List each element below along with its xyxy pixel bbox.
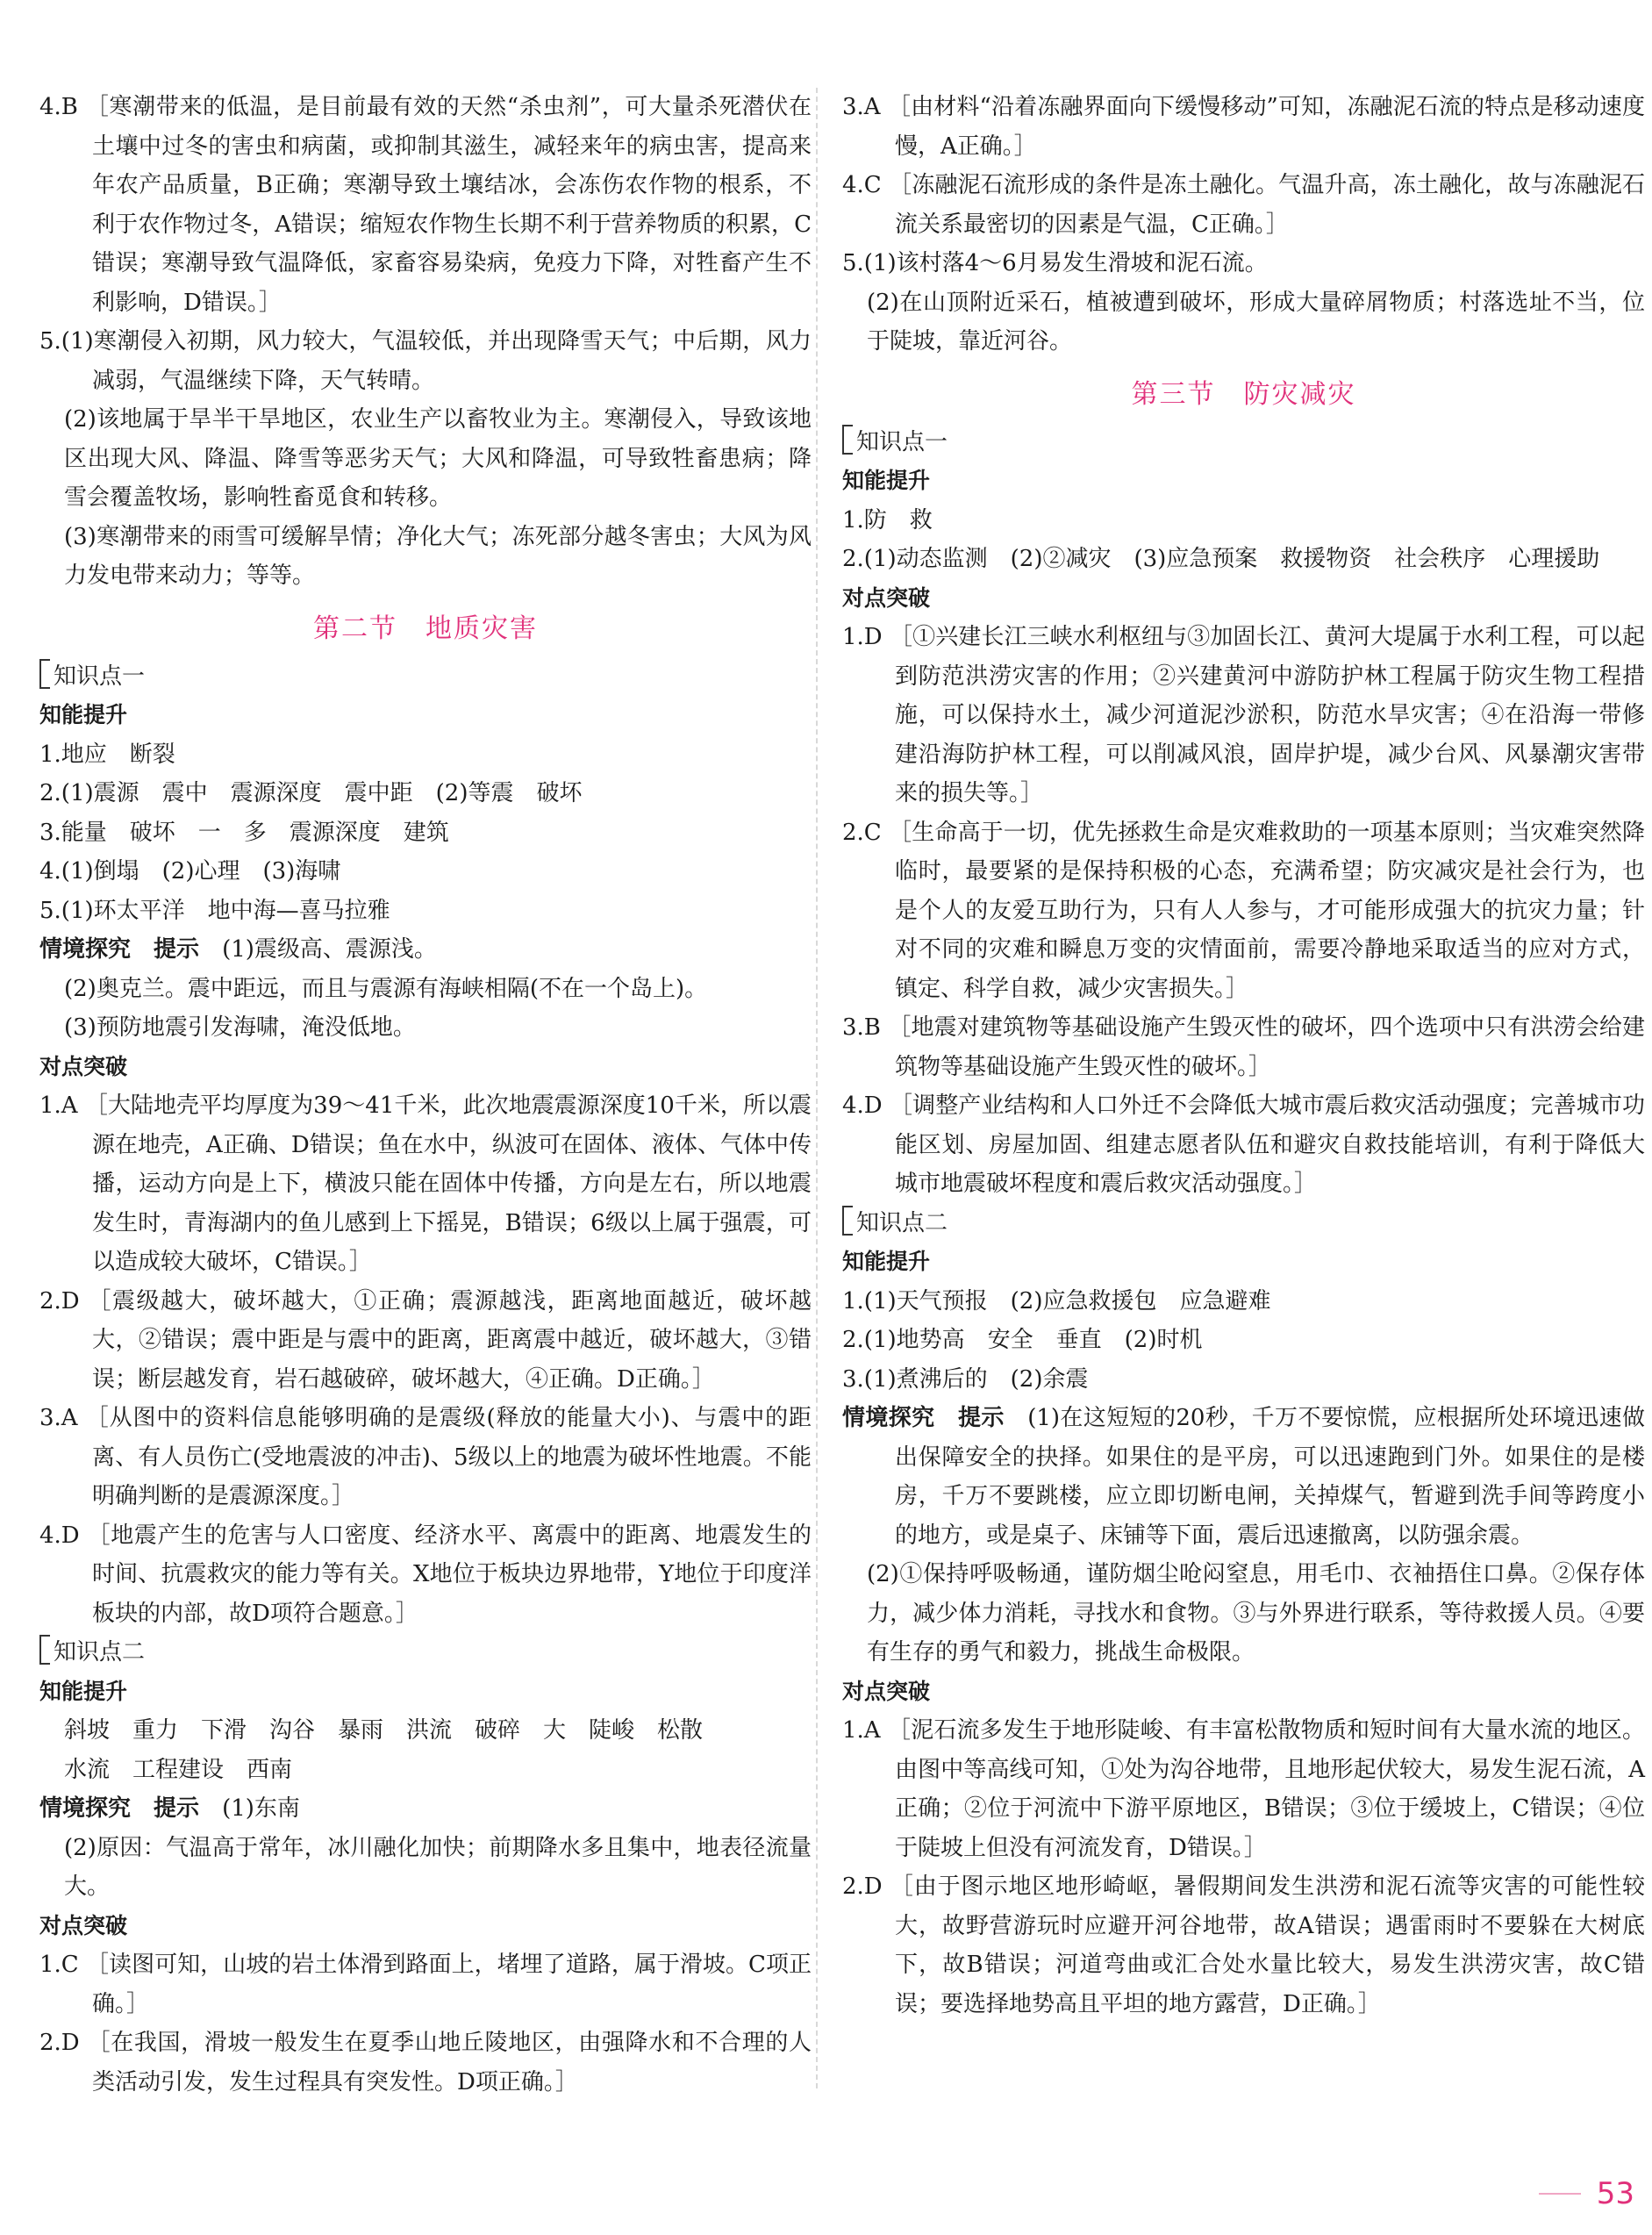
answer-5-1: 5.(1)寒潮侵入初期，风力较大，气温较低，并出现降雪天气；中后期，风力减弱，气温继续下降，天气转晴。	[39, 328, 812, 394]
skill-heading: 知能提升	[39, 702, 128, 727]
explore-line-2: (2)奥克兰。震中距远，而且与震源有海峡相隔(不在一个岛上)。	[64, 975, 708, 1002]
breakthrough-2: 2.D ［震级越大，破坏越大，①正确；震源越浅，距离地面越近，破坏越大，②错误；震中距是与震中的距离，距离震中越近，破坏越大，③错误；断层越发育，岩石越破碎，破坏越大，④正确。D正确。］	[39, 1287, 812, 1393]
section-title-disaster-prevention: 第三节 防灾减灾	[1131, 378, 1356, 410]
explore-line-5: (2)原因：气温高于常年，冰川融化加快；前期降水多且集中，地表径流量大。	[64, 1834, 812, 1900]
breakthrough-5: 1.C ［读图可知，山坡的岩土体滑到路面上，堵埋了道路，属于滑坡。C项正确。］	[39, 1952, 812, 2017]
breakthrough-heading-r: 对点突破	[842, 584, 931, 611]
answer-4b: 4.B ［寒潮带来的低温，是目前最有效的天然“杀虫剂”，可大量杀死潜伏在土壤中过冬的害虫和病菌，或抑制其滋生，减轻来年的病虫害，提高来年农产品质量，B正确；寒潮导致土壤结冰，会冻伤农作物的根系，不利于农作物过冬，A错误；缩短农作物生长期不利于营养物质的积累，C错误；寒潮导致气温降低，家畜容易染病，免疫力下降，对牲畜产生不利影响，D错误。］	[39, 94, 812, 316]
skill-words-2: 水流 工程建设 西南	[64, 1756, 293, 1783]
skill-heading-2: 知能提升	[39, 1678, 128, 1704]
left-column	[39, 88, 812, 2102]
column-divider	[816, 88, 818, 2088]
knowledge-point-2-r: 知识点二	[842, 1204, 1645, 1243]
explore-line-r1: 情境探究 提示 (1)在这短短的20秒，千万不要惊慌，应根据所处环境迅速做出保障安全的抉择。如果住的是平房，可以迅速跑到门外。如果住的是楼房，千万不要跳楼，应立即切断电闸，关掉煤气，暂避到洗手间等跨度小的地方，或是桌子、床铺等下面，震后迅速撤离，以防强余震。	[842, 1405, 1645, 1549]
answer-5-2: (2)该地属于旱半干旱地区，农业生产以畜牧业为主。寒潮侵入，导致该地区出现大风、降温、降雪等恶劣天气；大风和降温，可导致牲畜患病；降雪会覆盖牧场，影响牲畜觅食和转移。	[64, 406, 812, 511]
page-number: 53	[1596, 2176, 1634, 2211]
skill-line-r4: 2.(1)地势高 安全 垂直 (2)时机	[842, 1327, 1203, 1353]
answer-5-village-2: (2)在山顶附近采石，植被遭到破坏，形成大量碎屑物质；村落选址不当，位于陡坡，靠近河谷。	[867, 289, 1645, 355]
breakthrough-heading: 对点突破	[39, 1053, 128, 1079]
skill-line-r2: 2.(1)动态监测 (2)②减灾 (3)应急预案 救援物资 社会秩序 心理援助	[842, 546, 1600, 572]
skill-line-3: 3.能量 破坏 一 多 震源深度 建筑	[39, 819, 449, 846]
breakthrough-6: 2.D ［在我国，滑坡一般发生在夏季山地丘陵地区，由强降水和不合理的人类活动引发，发生过程具有突发性。D项正确。］	[39, 2030, 812, 2095]
answer-3a: 3.A ［由材料“沿着冻融界面向下缓慢移动”可知，冻融泥石流的特点是移动速度慢，A正确。］	[842, 94, 1645, 160]
explore-line-3: (3)预防地震引发海啸，淹没低地。	[64, 1014, 416, 1041]
knowledge-point-1: 知识点一	[39, 657, 812, 697]
explore-line-4: 情境探究 提示 (1)东南	[39, 1795, 300, 1822]
skill-line-r1: 1.防 救	[842, 506, 933, 534]
skill-line-r3: 1.(1)天气预报 (2)应急救援包 应急避难	[842, 1287, 1271, 1314]
footer-rule	[1539, 2193, 1581, 2195]
breakthrough-r1: 1.D ［①兴建长江三峡水利枢纽与③加固长江、黄河大堤属于水利工程，可以起到防范洪涝灾害的作用；②兴建黄河中游防护林工程属于防灾生物工程措施，可以保持水土，减少河道泥沙淤积，防范水旱灾害；④在沿海一带修建沿海防护林工程，可以削减风浪，固岸护堤，减少台风、风暴潮灾害带来的损失等。］	[842, 624, 1645, 806]
knowledge-point-2: 知识点二	[39, 1633, 812, 1673]
bracket-icon	[842, 1206, 853, 1236]
breakthrough-r6: 2.D ［由于图示地区地形崎岖，暑假期间发生洪涝和泥石流等灾害的可能性较大，故野营游玩时应避开河谷地带，故A错误；遇雷雨时不要躲在大树底下，故B错误；河道弯曲或汇合处水量比较大，易发生洪涝灾害，故C错误；要选择地势高且平坦的地方露营，D正确。］	[842, 1873, 1645, 2017]
breakthrough-4: 4.D ［地震产生的危害与人口密度、经济水平、离震中的距离、地震发生的时间、抗震救灾的能力等有关。X地位于板块边界地带，Y地位于印度洋板块的内部，故D项符合题意。］	[39, 1522, 812, 1627]
skill-heading-r2: 知能提升	[842, 1249, 931, 1274]
knowledge-point-1-r: 知识点一	[842, 423, 1645, 462]
bracket-icon	[39, 659, 50, 689]
explore-line-r2: (2)①保持呼吸畅通，谨防烟尘呛闷窒息，用毛巾、衣袖捂住口鼻。②保存体力，减少体力消耗，寻找水和食物。③与外界进行联系，等待救援人员。④要有生存的勇气和毅力，挑战生命极限。	[867, 1561, 1645, 1666]
breakthrough-1: 1.A ［大陆地壳平均厚度为39～41千米，此次地震震源深度10千米，所以震源在地壳，A正确、D错误；鱼在水中，纵波可在固体、液体、气体中传播，运动方向是上下，横波只能在固体中传播，方向是左右，所以地震发生时，青海湖内的鱼儿感到上下摇晃，B错误；6级以上属于强震，可以造成较大破坏，C错误。］	[39, 1092, 812, 1275]
page-footer	[1539, 2172, 1634, 2216]
bracket-icon	[842, 425, 853, 455]
breakthrough-r2: 2.C ［生命高于一切，优先拯救生命是灾难救助的一项基本原则；当灾难突然降临时，最要紧的是保持积极的心态，充满希望；防灾减灾是社会行为，也是个人的友爱互助行为，只有人人参与，才可能形成强大的抗灾力量；针对不同的灾难和瞬息万变的灾情面前，需要冷静地采取适当的应对方式，镇定、科学自救，减少灾害损失。］	[842, 819, 1645, 1002]
breakthrough-r5: 1.A ［泥石流多发生于地形陡峻、有丰富松散物质和短时间有大量水流的地区。由图中等高线可知，①处为沟谷地带，且地形起伏较大，易发生泥石流，A正确；②位于河流中下游平原地区，B错误；③位于缓坡上，C错误；④位于陡坡上但没有河流发育，D错误。］	[842, 1717, 1645, 1861]
skill-line-r5: 3.(1)煮沸后的 (2)余震	[842, 1365, 1089, 1393]
bracket-icon	[39, 1635, 50, 1665]
skill-line-2: 2.(1)震源 震中 震源深度 震中距 (2)等震 破坏	[39, 780, 583, 806]
skill-words-1: 斜坡 重力 下滑 沟谷 暴雨 洪流 破碎 大 陡峻 松散	[64, 1717, 704, 1744]
skill-line-4: 4.(1)倒塌 (2)心理 (3)海啸	[39, 858, 341, 885]
right-column	[842, 88, 1645, 2024]
answer-5-village: 5.(1)该村落4～6月易发生滑坡和泥石流。	[842, 250, 1268, 276]
skill-line-5: 5.(1)环太平洋 地中海—喜马拉雅	[39, 897, 390, 924]
answer-4c: 4.C ［冻融泥石流形成的条件是冻土融化。气温升高，冻土融化，故与冻融泥石流关系最密切的因素是气温，C正确。］	[842, 172, 1645, 238]
breakthrough-3: 3.A ［从图中的资料信息能够明确的是震级(释放的能量大小)、与震中的距离、有人员伤亡(受地震波的冲击)、5级以上的地震为破坏性地震。不能明确判断的是震源深度。］	[39, 1405, 812, 1509]
section-title-geologic-hazards: 第二节 地质灾害	[313, 612, 538, 644]
explore-line-1: 情境探究 提示 (1)震级高、震源浅。	[39, 936, 437, 963]
skill-line-1: 1.地应 断裂	[39, 741, 175, 768]
breakthrough-heading-r2: 对点突破	[842, 1678, 931, 1704]
breakthrough-r3: 3.B ［地震对建筑物等基础设施产生毁灭性的破坏，四个选项中只有洪涝会给建筑物等基础设施产生毁灭性的破坏。］	[842, 1014, 1645, 1080]
breakthrough-heading-2: 对点突破	[39, 1912, 128, 1938]
answer-5-3: (3)寒潮带来的雨雪可缓解旱情；净化大气；冻死部分越冬害虫；大风为风力发电带来动力；等等。	[64, 523, 812, 589]
breakthrough-r4: 4.D ［调整产业结构和人口外迁不会降低大城市震后救灾活动强度；完善城市功能区划、房屋加固、组建志愿者队伍和避灾自救技能培训，有利于降低大城市地震破坏程度和震后救灾活动强度。］	[842, 1092, 1645, 1197]
skill-heading-r: 知能提升	[842, 468, 931, 493]
